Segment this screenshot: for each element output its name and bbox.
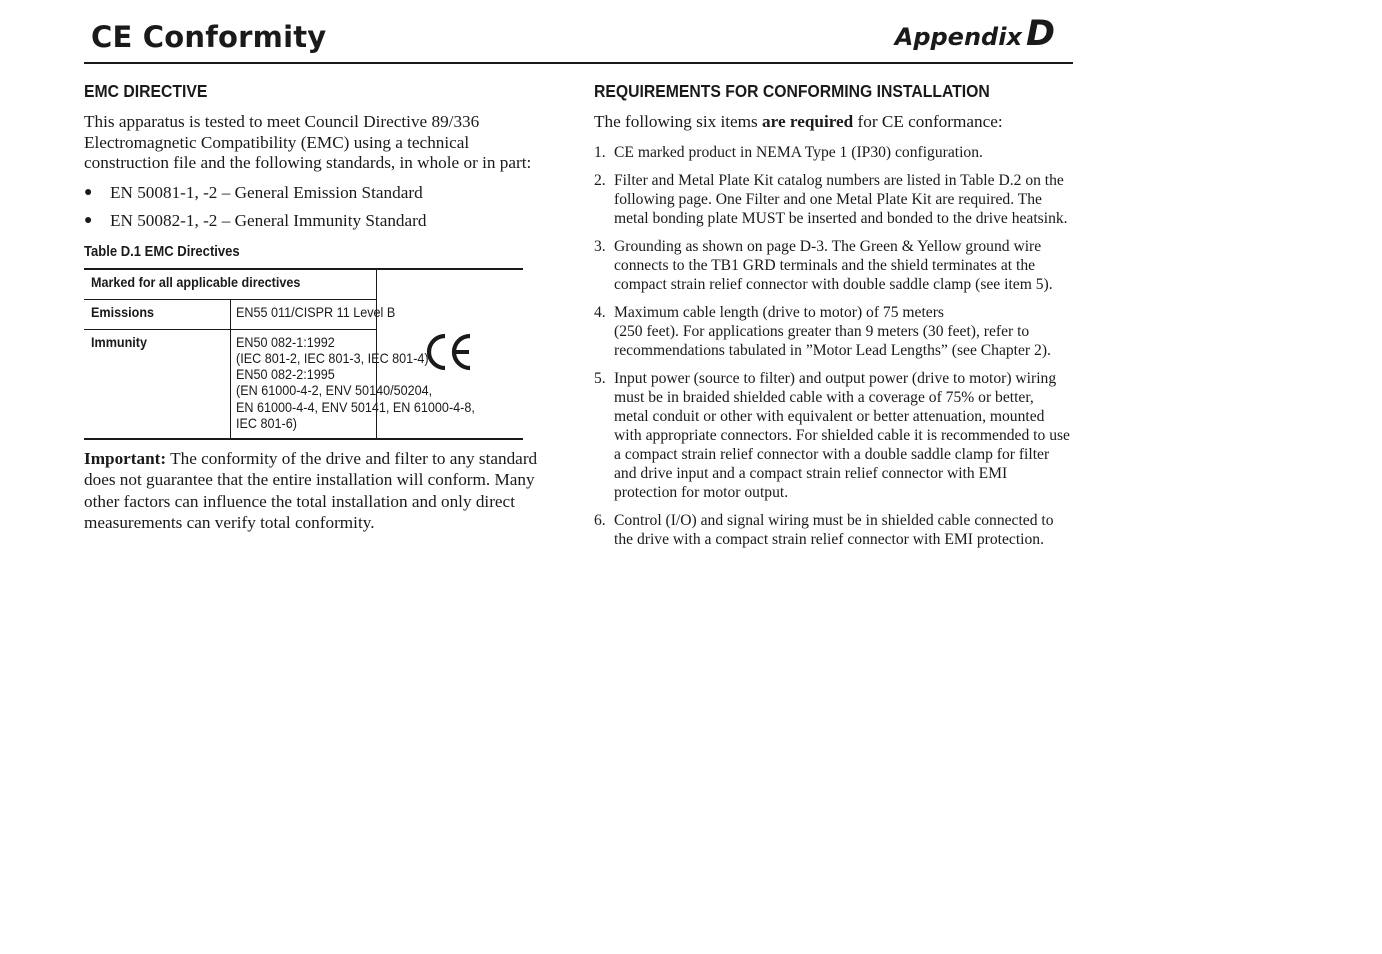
appendix-letter: D (1025, 14, 1055, 54)
list-item-text: EN 50081-1, -2 – General Emission Standard (110, 183, 423, 203)
intro-emphasis: are required (762, 112, 854, 131)
list-item: 3. Grounding as shown on page D-3. The Green & Yellow ground wire connects to the TB1 GRD terminals and the shield terminates at the compact strain relief connector with double saddle clamp (see item 5). (594, 237, 1053, 293)
list-item-text: Control (I/O) and signal wiring must be in shielded cable connected to the drive with a compact strain relief connector with EMI protection. (614, 511, 1054, 548)
ce-mark-icon (424, 332, 476, 372)
value-line: EN50 082-2:1995 (235, 366, 335, 383)
list-item-text: Maximum cable length (drive to motor) of 75 meters (250 feet). For applications greater than 9 meters (30 feet), refer to recommendations tabulated in ”Motor Lead Lengths” (see Chapter 2). (614, 303, 1051, 359)
requirements-list (594, 143, 1072, 549)
standards-list (84, 183, 549, 231)
bullet-dot-icon: ● (84, 185, 93, 201)
appendix-word: Appendix (894, 23, 1022, 51)
table-header-cell: Marked for all applicable directives (84, 269, 377, 300)
row-value-immunity (230, 329, 475, 439)
right-column (594, 80, 1072, 558)
page-title: CE Conformity (91, 20, 327, 54)
page-header (84, 14, 1073, 64)
list-item: 5. Input power (source to filter) and output power (drive to motor) wiring must be in braided shielded cable with a coverage of 75% or better, metal conduit or other with equivalent or better attenuation, mounted with appropriate connectors. For shielded cable it is recommended to use a compact strain relief connector with a double saddle clamp for filter and drive input and a compact strain relief connector with EMI protection for motor output. (594, 369, 1070, 501)
row-label-emissions: Emissions (84, 299, 230, 329)
list-item: 6. Control (I/O) and signal wiring must be in shielded cable connected to the drive with a compact strain relief connector with EMI protection. (594, 511, 1054, 548)
emc-intro-paragraph: This apparatus is tested to meet Council Directive 89/336 Electromagnetic Compatibility (EMC) using a technical construction file and the following standards, in whole or in part: (84, 112, 532, 173)
emc-directives-table (84, 268, 523, 440)
emc-directive-heading: EMC DIRECTIVE (84, 81, 208, 101)
appendix-label (895, 14, 1055, 54)
list-item: 1. CE marked product in NEMA Type 1 (IP30) configuration. (594, 143, 983, 161)
value-line: (EN 61000-4-2, ENV 50140/50204, (235, 382, 432, 399)
requirements-heading: REQUIREMENTS FOR CONFORMING INSTALLATION (594, 81, 990, 101)
table-caption: Table D.1 EMC Directives (84, 243, 240, 260)
bullet-dot-icon: ● (84, 212, 93, 228)
value-line: IEC 801-6) (235, 415, 297, 431)
list-item-text: Input power (source to filter) and output power (drive to motor) wiring must be in braided shielded cable with a coverage of 75% or better, metal conduit or other with equivalent or better attenuation, mounted with appropriate connectors. For shielded cable it is recommended to use a compact strain relief connector with a double saddle clamp for filter and drive input and a compact strain relief connector with EMI protection for motor output. (614, 369, 1070, 501)
value-line: EN 61000-4-4, ENV 50141, EN 61000-4-8, (235, 398, 475, 415)
requirements-intro: The following six items are required for CE conformance: (594, 112, 1003, 131)
list-item: 2. Filter and Metal Plate Kit catalog numbers are listed in Table D.2 on the following page. One Filter and one Metal Plate Kit are required. The metal bonding plate MUST be inserted and bonded to the drive heatsink. (594, 171, 1068, 227)
important-text: The conformity of the drive and filter to any standard does not guarantee that the entire installation will conform. Many other factors can influence the total installation and only direct measurements can verify total conformity. (84, 448, 538, 533)
value-line: EN50 082-1:1992 (235, 333, 335, 350)
list-item-text: EN 50082-1, -2 – General Immunity Standard (110, 210, 427, 230)
list-item-text: Grounding as shown on page D-3. The Green & Yellow ground wire connects to the TB1 GRD terminals and the shield terminates at the compact strain relief connector with double saddle clamp (see item 5). (614, 237, 1053, 293)
list-item (84, 211, 549, 232)
list-item: 4. Maximum cable length (drive to motor) of 75 meters (250 feet). For applications greater than 9 meters (30 feet), refer to recommendations tabulated in ”Motor Lead Lengths” (see Chapter 2). (594, 303, 1051, 359)
important-note (84, 448, 549, 534)
list-item-text: CE marked product in NEMA Type 1 (IP30) configuration. (614, 143, 983, 161)
list-item (84, 183, 549, 204)
row-label-immunity: Immunity (84, 329, 230, 439)
left-column (84, 80, 549, 534)
important-label: Important: (84, 448, 167, 468)
value-line: (IEC 801-2, IEC 801-3, IEC 801-4) (235, 349, 429, 366)
list-item-text: Filter and Metal Plate Kit catalog numbers are listed in Table D.2 on the following page. One Filter and one Metal Plate Kit are required. The metal bonding plate MUST be inserted and bonded to the drive heatsink. (614, 171, 1068, 227)
row-value-emissions: EN55 011/CISPR 11 Level B (230, 299, 376, 329)
